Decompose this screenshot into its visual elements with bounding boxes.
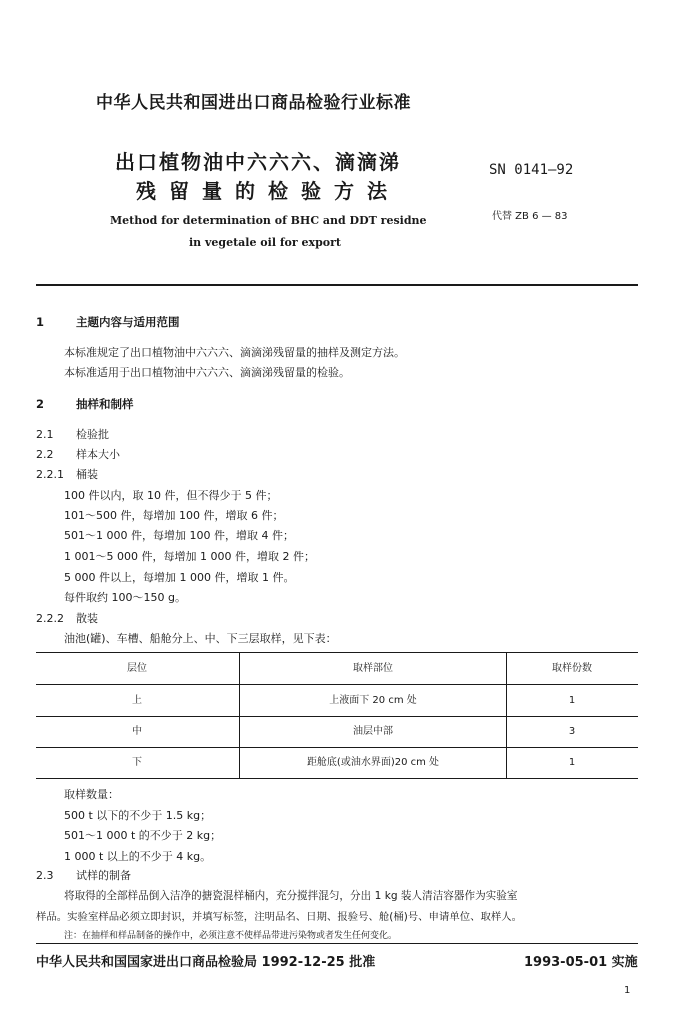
section-title: 抽样和制样 [76, 397, 134, 411]
section-number: 1 [36, 315, 45, 329]
table-row [36, 716, 638, 748]
subsection-2-2 [36, 446, 120, 462]
table-row [36, 747, 638, 778]
table-cell: 中 [132, 726, 142, 737]
table-cell: 上液面下 20 cm 处 [239, 685, 507, 716]
subsection-title: 试样的制备 [76, 869, 131, 882]
effective-date: 1993-05-01 实施 [524, 955, 638, 970]
table-cell: 上 [132, 695, 142, 706]
table-header-cell: 层位 [127, 663, 147, 674]
subsection-number: 2.2 [36, 448, 54, 461]
subsection-2-1 [36, 426, 109, 442]
document-title-en-line1: Method for determination of BHC and DDT residne [110, 214, 427, 227]
note: 注：在抽样和样品制备的操作中，必须注意不使样品带进污染物或者发生任何变化。 [64, 931, 398, 941]
table-row [36, 685, 638, 717]
subsection-2-2-2 [36, 610, 98, 626]
table-cell: 1 [568, 757, 576, 768]
replaces-standard: 代替 ZB 6 — 83 [492, 211, 568, 222]
subsection-number: 2.1 [36, 428, 54, 441]
subsection-2-3 [36, 867, 131, 883]
subsection-title: 散装 [76, 612, 98, 625]
subsection-number: 2.2.1 [36, 468, 64, 481]
document-title-cn-line1: 出口植物油中六六六、滴滴涕 [115, 150, 401, 174]
subsection-title: 检验批 [76, 428, 109, 441]
barrel-rule: 501～1 000 件，每增加 100 件，增取 4 件； [64, 529, 294, 542]
section-2-heading [36, 396, 134, 412]
paragraph: 将取得的全部样品倒入洁净的搪瓷混样桶内，充分搅拌混匀，分出 1 kg 装人清洁容器作为实验室 [64, 890, 518, 902]
subsection-title: 桶装 [76, 468, 98, 481]
paragraph: 本标准规定了出口植物油中六六六、滴滴涕残留量的抽样及测定方法。 [64, 346, 405, 359]
table-cell: 3 [568, 726, 576, 737]
subsection-title: 样本大小 [76, 448, 120, 461]
barrel-rule: 每件取约 100～150 g。 [64, 591, 186, 604]
page-number: 1 [624, 985, 631, 996]
subsection-2-2-1 [36, 466, 98, 482]
quantity-rule: 1 000 t 以上的不少于 4 kg。 [64, 850, 212, 863]
section-number: 2 [36, 397, 45, 411]
table-header-row [36, 653, 638, 685]
header-divider [36, 284, 638, 286]
document-title-cn-line2: 残留量的检验方法 [136, 179, 400, 203]
table-header-cell: 取样部位 [239, 653, 507, 684]
table-cell: 距舱底(或油水界面)20 cm 处 [239, 747, 507, 778]
section-1-heading [36, 314, 180, 330]
barrel-rule: 100 件以内，取 10 件，但不得少于 5 件； [64, 489, 278, 502]
sampling-table [36, 652, 638, 779]
footer-divider [36, 943, 638, 944]
barrel-rule: 101～500 件，每增加 100 件，增取 6 件； [64, 509, 284, 522]
paragraph: 本标准适用于出口植物油中六六六、滴滴涕残留量的检验。 [64, 366, 350, 379]
subsection-number: 2.2.2 [36, 612, 64, 625]
section-title: 主题内容与适用范围 [76, 315, 180, 329]
table-header-cell: 取样份数 [552, 663, 592, 674]
approval-line: 中华人民共和国国家进出口商品检验局 1992-12-25 批准 [36, 955, 376, 970]
quantity-rule: 501～1 000 t 的不少于 2 kg； [64, 829, 222, 842]
subsection-number: 2.3 [36, 869, 54, 882]
quantity-heading: 取样数量： [64, 788, 119, 801]
paragraph: 样品。实验室样品必须立即封识，并填写标签，注明品名、日期、报验号、舱(桶)号、申请单位、取样人。 [36, 911, 523, 923]
document-title-en-line2: in vegetale oil for export [189, 236, 341, 249]
standard-number: SN 0141—92 [489, 162, 574, 178]
table-cell: 下 [132, 757, 142, 768]
table-cell: 1 [568, 695, 576, 706]
quantity-rule: 500 t 以下的不少于 1.5 kg； [64, 809, 212, 822]
bulk-intro: 油池(罐)、车槽、船舱分上、中、下三层取样，见下表： [64, 632, 337, 645]
barrel-rule: 5 000 件以上，每增加 1 000 件，增取 1 件。 [64, 571, 295, 584]
industry-standard-title: 中华人民共和国进出口商品检验行业标准 [96, 93, 411, 113]
table-cell: 油层中部 [239, 716, 507, 747]
barrel-rule: 1 001～5 000 件，每增加 1 000 件，增取 2 件； [64, 550, 315, 563]
